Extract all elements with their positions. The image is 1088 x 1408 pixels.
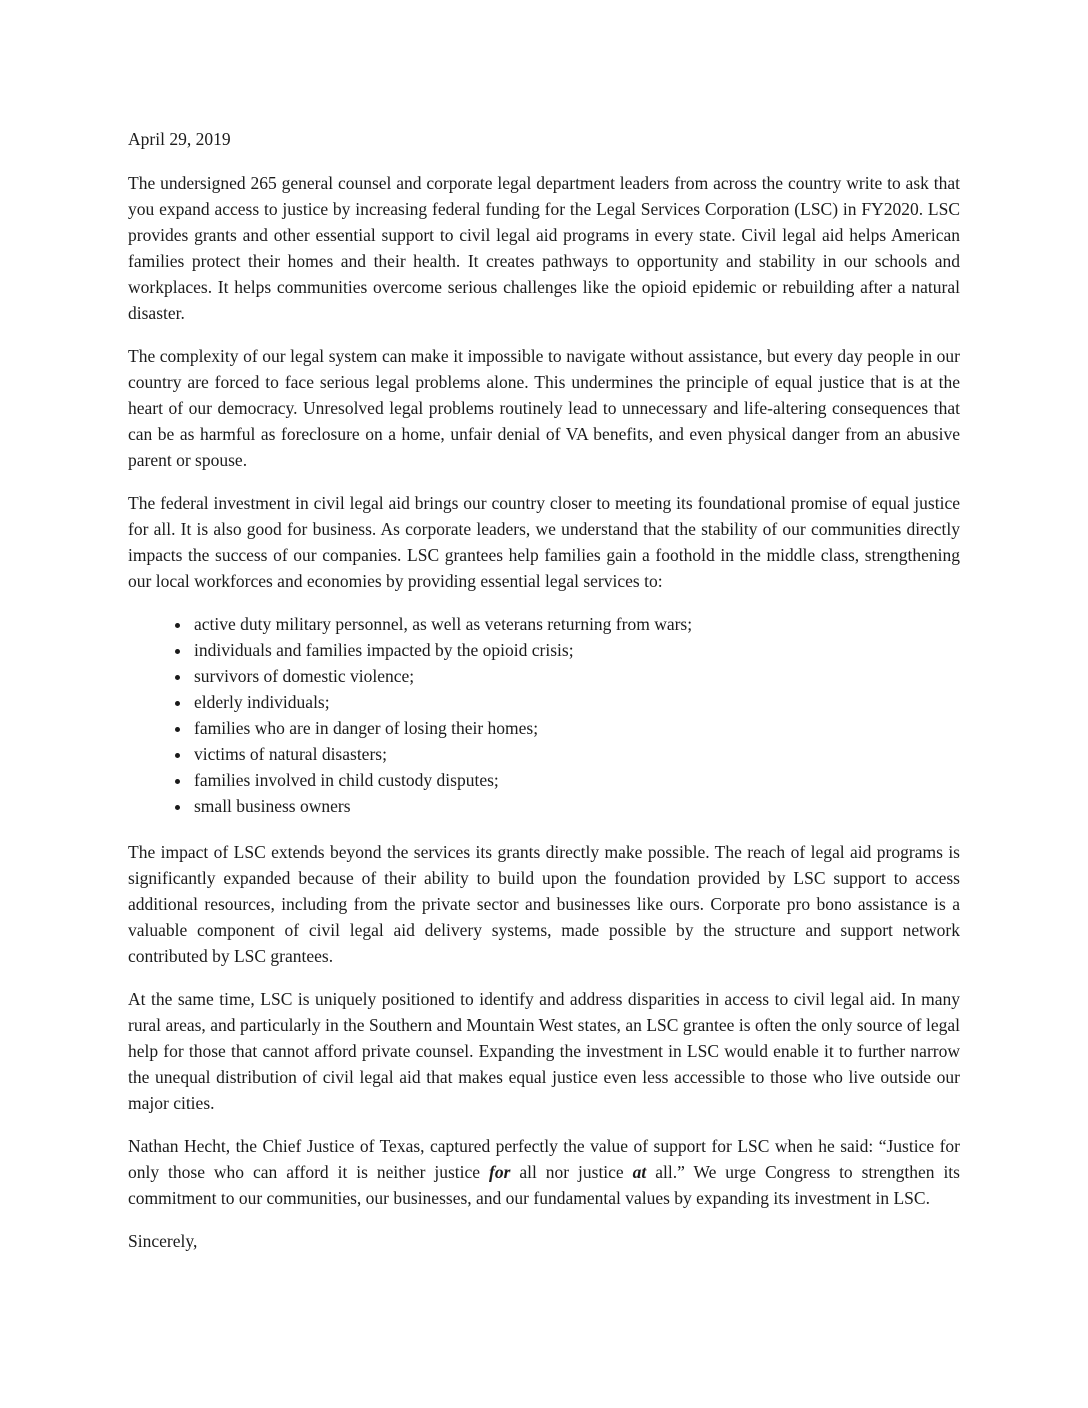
bullet-item-custody: • families involved in child custody disputes; bbox=[192, 767, 960, 793]
bullet-item-military: • active duty military personnel, as well as veterans returning from wars; bbox=[192, 611, 960, 637]
closing-sincerely: Sincerely, bbox=[128, 1231, 198, 1251]
emphasized-word-at: at bbox=[632, 1162, 647, 1182]
bullet-item-elderly: • elderly individuals; bbox=[192, 689, 960, 715]
bullet-item-disasters: • victims of natural disasters; bbox=[192, 741, 960, 767]
paragraph-hecht-quote bbox=[128, 1133, 960, 1211]
paragraph-intro: The undersigned 265 general counsel and corporate legal department leaders from across the country write to ask that you expand access to justice by increasing federal funding for the Legal Services Corporation (LSC) in FY2020. LSC provides grants and other essential support to civil legal aid programs in every state. Civil legal aid helps American families protect their homes and their health. It creates pathways to opportunity and stability in our schools and workplaces. It helps communities overcome serious challenges like the opioid epidemic or rebuilding after a natural disaster. bbox=[128, 173, 960, 323]
paragraph-federal-investment: The federal investment in civil legal aid brings our country closer to meeting its foundational promise of equal justice for all. It is also good for business. As corporate leaders, we understand that the stability of our communities directly impacts the success of our companies. LSC grantees help families gain a foothold in the middle class, strengthening our local workforces and economies by providing essential legal services to: bbox=[128, 493, 960, 591]
bullet-item-small-business: • small business owners bbox=[192, 793, 960, 819]
quote-segment: Nathan Hecht, the Chief Justice of Texas, captured perfectly the value of support for LSC when he said: “Justice for only those who can afford it is neither justice bbox=[128, 1136, 960, 1182]
emphasized-word-for: for bbox=[489, 1162, 511, 1182]
letter-date: April 29, 2019 bbox=[128, 129, 231, 149]
paragraph-impact: The impact of LSC extends beyond the services its grants directly make possible. The reach of legal aid programs is significantly expanded because of their ability to build upon the foundation provided by LSC support to access additional resources, including from the private sector and businesses like ours. Corporate pro bono assistance is a valuable component of civil legal aid delivery systems, made possible by the structure and support network contributed by LSC grantees. bbox=[128, 842, 960, 966]
quote-segment: all nor justice bbox=[510, 1162, 633, 1182]
bullet-item-domestic-violence: • survivors of domestic violence; bbox=[192, 663, 960, 689]
bullet-list bbox=[128, 611, 960, 819]
quote-segment: all.” We urge Congress to strengthen its commitment to our communities, our businesses, and our fundamental values by expanding its investment in LSC. bbox=[128, 1162, 960, 1208]
bullet-item-opioid: • individuals and families impacted by the opioid crisis; bbox=[192, 637, 960, 663]
paragraph-rural-access: At the same time, LSC is uniquely positioned to identify and address disparities in access to civil legal aid. In many rural areas, and particularly in the Southern and Mountain West states, an LSC grantee is often the only source of legal help for those that cannot afford private counsel. Expanding the investment in LSC would enable it to further narrow the unequal distribution of civil legal aid that makes equal justice even less accessible to those who live outside our major cities. bbox=[128, 989, 960, 1113]
paragraph-complexity: The complexity of our legal system can make it impossible to navigate without assistance, but every day people in our country are forced to face serious legal problems alone. This undermines the principle of equal justice that is at the heart of our democracy. Unresolved legal problems routinely lead to unnecessary and life-altering consequences that can be as harmful as foreclosure on a home, unfair denial of VA benefits, and even physical danger from an abusive parent or spouse. bbox=[128, 346, 960, 470]
bullet-item-homes: • families who are in danger of losing their homes; bbox=[192, 715, 960, 741]
